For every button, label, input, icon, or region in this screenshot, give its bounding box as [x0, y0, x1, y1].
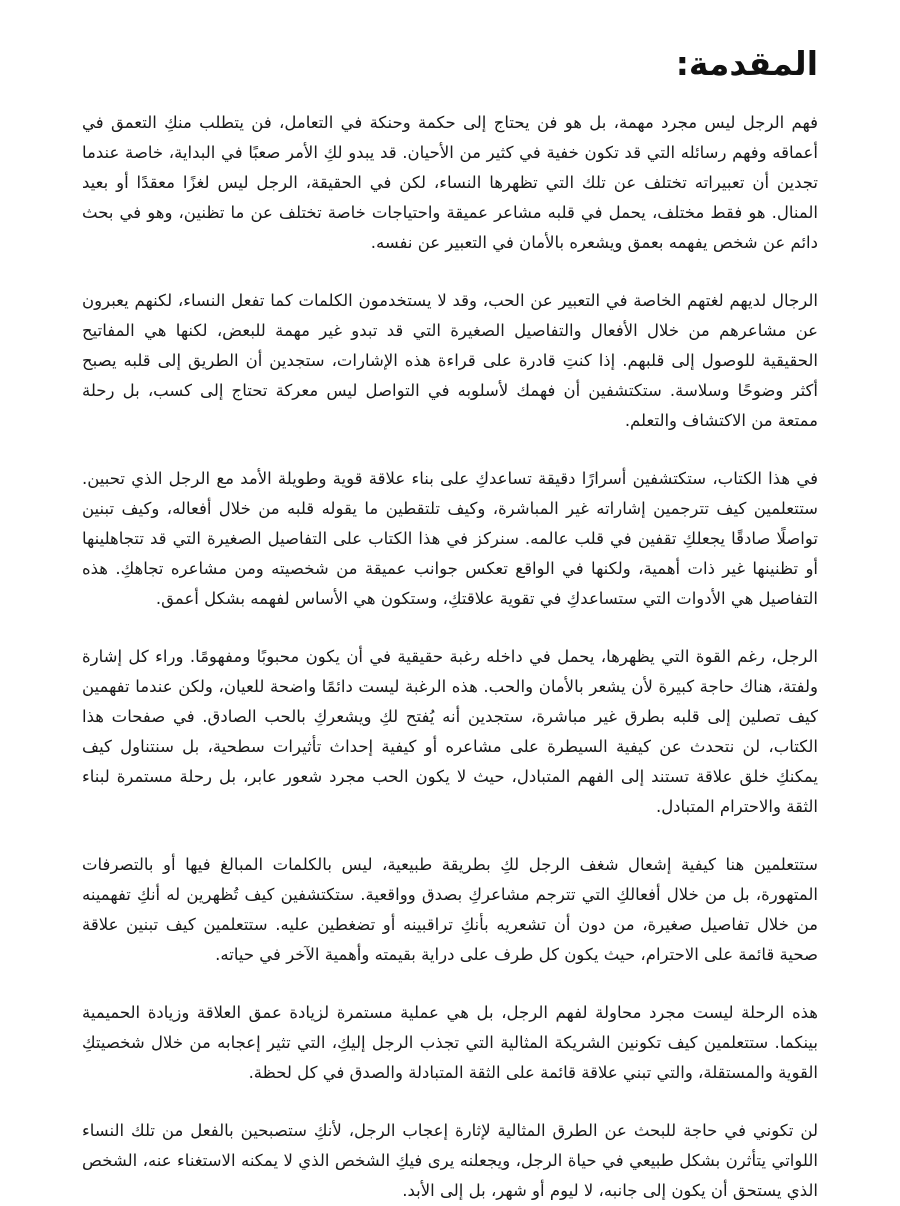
paragraph-3: في هذا الكتاب، ستكتشفين أسرارًا دقيقة تساعدكِ على بناء علاقة قوية وطويلة الأمد مع الرجل الذي تحبين. ستتعلمين كيف تترجمين إشاراته غير المباشرة، وكيف تلتقطين ما يقوله قلبه من خلال أفعاله، وكيف تبنين تواصلًا صادقًا يجعلكِ تقفين في قلب عالمه. سنركز في هذا الكتاب على التفاصيل الصغيرة التي قد تتجاهلينها أو تظنينها غير ذات أهمية، ولكنها في الواقع تعكس جوانب عميقة من شخصيته ومن مشاعره تجاهكِ. هذه التفاصيل هي الأدوات التي ستساعدكِ في تقوية علاقتكِ، وستكون هي الأساس لفهمه بشكل أعمق.: [82, 469, 818, 608]
paragraph-5: ستتعلمين هنا كيفية إشعال شغف الرجل لكِ بطريقة طبيعية، ليس بالكلمات المبالغ فيها أو بالتصرفات المتهورة، بل من خلال أفعالكِ التي تترجم مشاعركِ بصدق وواقعية. ستكتشفين كيف تُظهرين له أنكِ تفهمينه من خلال تفاصيل صغيرة، من دون أن تشعريه بأنكِ تراقبينه أو تضغطين عليه. ستتعلمين كيف تبنين علاقة صحية قائمة على الاحترام، حيث يكون كل طرف على دراية بقيمته وأهمية الآخر في حياته.: [82, 855, 818, 964]
paragraph-4: الرجل، رغم القوة التي يظهرها، يحمل في داخله رغبة حقيقية في أن يكون محبوبًا ومفهومًا. وراء كل إشارة ولفتة، هناك حاجة كبيرة لأن يشعر بالأمان والحب. هذه الرغبة ليست دائمًا واضحة للعيان، ولكن عندما تفهمين كيف تصلين إلى قلبه بطرق غير مباشرة، ستجدين أنه يُفتح لكِ ويشعركِ بالحب الصادق. في صفحات هذا الكتاب، لن نتحدث عن كيفية السيطرة على مشاعره أو كيفية إحداث تأثيرات سطحية، بل سنتناول كيف يمكنكِ خلق علاقة تستند إلى الفهم المتبادل، حيث لا يكون الحب مجرد شعور عابر، بل رحلة مستمرة لبناء الثقة والاحترام المتبادل.: [82, 647, 818, 816]
paragraph-6: هذه الرحلة ليست مجرد محاولة لفهم الرجل، بل هي عملية مستمرة لزيادة عمق العلاقة وزيادة الحميمية بينكما. ستتعلمين كيف تكونين الشريكة المثالية التي تجذب الرجل إليكِ، التي تثير إعجابه من خلال شخصيتكِ القوية والمستقلة، والتي تبني علاقة قائمة على الثقة المتبادلة والصدق في كل لحظة.: [82, 1003, 818, 1082]
paragraph-1: فهم الرجل ليس مجرد مهمة، بل هو فن يحتاج إلى حكمة وحنكة في التعامل، فن يتطلب منكِ التعمق في أعماقه وفهم رسائله التي قد تكون خفية في كثير من الأحيان. قد يبدو لكِ الأمر صعبًا في البداية، خاصة عندما تجدين أن تعبيراته تختلف عن تلك التي تظهرها النساء، لكن في الحقيقة، الرجل ليس لغزًا معقدًا أو بعيد المنال. هو فقط مختلف، يحمل في قلبه مشاعر عميقة واحتياجات خاصة تختلف عن ما تظنين، وهو في بحث دائم عن شخص يفهمه بعمق ويشعره بالأمان في التعبير عن نفسه.: [82, 113, 818, 252]
paragraph-2: الرجال لديهم لغتهم الخاصة في التعبير عن الحب، وقد لا يستخدمون الكلمات كما تفعل النساء، لكنهم يعبرون عن مشاعرهم من خلال الأفعال والتفاصيل الصغيرة التي قد تبدو غير مهمة للبعض، لكنها هي المفاتيح الحقيقية للوصول إلى قلبهم. إذا كنتِ قادرة على قراءة هذه الإشارات، ستجدين أن الطريق إلى قلبه يصبح أكثر وضوحًا وسلاسة. ستكتشفين أن فهمك لأسلوبه في التواصل ليس معركة تحتاج إلى كسب، بل رحلة ممتعة من الاكتشاف والتعلم.: [82, 291, 818, 430]
page-title: المقدمة:: [675, 44, 818, 83]
paragraph-7: لن تكوني في حاجة للبحث عن الطرق المثالية لإثارة إعجاب الرجل، لأنكِ ستصبحين بالفعل من تلك النساء اللواتي يتأثرن بشكل طبيعي في حياة الرجل، ويجعلنه يرى فيكِ الشخص الذي لا يمكنه الاستغناء عنه، الشخص الذي يستحق أن يكون إلى جانبه، لا ليوم أو شهر، بل إلى الأبد.: [82, 1121, 818, 1200]
